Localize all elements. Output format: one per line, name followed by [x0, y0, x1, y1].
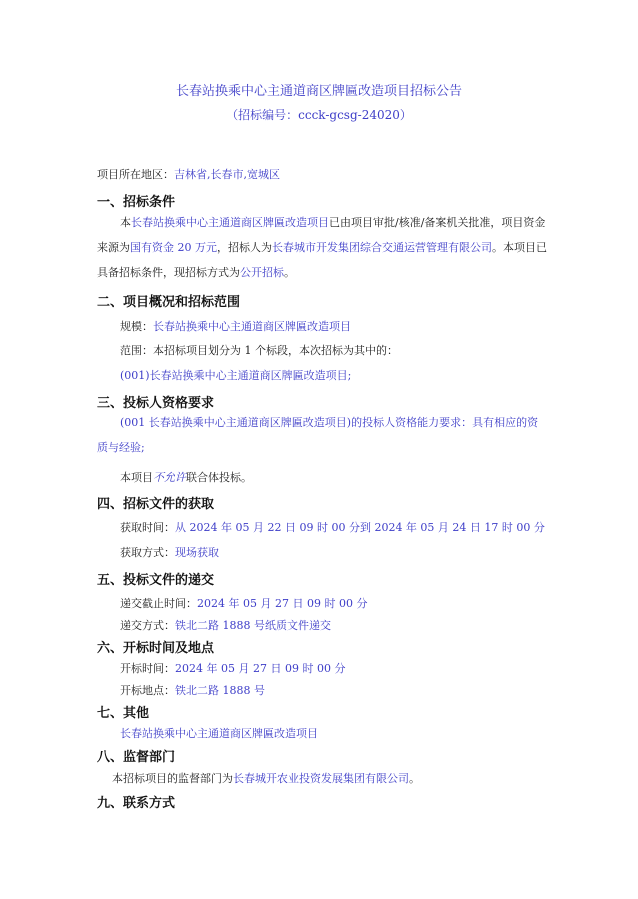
section-heading-7: 七、其他 [97, 706, 150, 721]
obtain-way-label: 获取方式： [120, 546, 175, 559]
scale-value: 长春站换乘中心主通道商区牌匾改造项目 [153, 320, 351, 333]
s1-method: 公开招标 [240, 266, 284, 279]
lot-line: (001)长春站换乘中心主通道商区牌匾改造项目; [120, 369, 352, 382]
tender-number: （招标编号：ccck-gcsg-24020） [226, 108, 412, 122]
obtain-time-line [120, 519, 545, 535]
s1-project-name: 长春站换乘中心主通道商区牌匾改造项目 [131, 216, 329, 229]
submit-way-value: 铁北二路 1888 号纸质文件递交 [175, 619, 331, 632]
obtain-way-line [120, 544, 219, 560]
scale-line [120, 318, 351, 334]
joint-bid-line [120, 469, 252, 485]
joint-text-c: 联合体投标。 [186, 471, 252, 484]
obtain-way-value: 现场获取 [175, 546, 219, 559]
qualification-requirement: (001 长春站换乘中心主通道商区牌匾改造项目)的投标人资格能力要求：具有相应的资质与经验; [97, 416, 539, 454]
scale-label: 规模： [120, 320, 153, 333]
section-heading-3: 三、投标人资格要求 [97, 396, 215, 411]
s1-funds: 国有资金 20 万元 [130, 241, 217, 254]
project-location [97, 166, 280, 182]
section-heading-2: 二、项目概况和招标范围 [97, 295, 241, 310]
submit-way-line [120, 617, 331, 633]
joint-not-allowed: 不允许 [153, 471, 186, 484]
s1-text-b: 已由项目审批/核准/备案机关批准，项目资金来源为 [97, 216, 546, 254]
section-heading-8: 八、监督部门 [97, 750, 176, 765]
opening-time-line [120, 660, 345, 676]
opening-time-label: 开标时间： [120, 662, 175, 675]
supervision-text-c: 。 [409, 772, 420, 785]
section-1-paragraph [97, 210, 547, 285]
s1-tenderer: 长春城市开发集团综合交通运营管理有限公司 [272, 241, 492, 254]
section-heading-5: 五、投标文件的递交 [97, 573, 215, 588]
s1-text-a: 本 [120, 216, 131, 229]
supervision-dept: 长春城开农业投资发展集团有限公司 [233, 772, 409, 785]
supervision-text-a: 本招标项目的监督部门为 [112, 772, 233, 785]
joint-text-a: 本项目 [120, 471, 153, 484]
obtain-time-value: 从 2024 年 05 月 22 日 09 时 00 分到 2024 年 05 月 24 日 17 时 00 分 [175, 521, 545, 534]
opening-place-line [120, 682, 265, 698]
section-heading-9: 九、联系方式 [97, 796, 176, 811]
other-text: 长春站换乘中心主通道商区牌匾改造项目 [120, 727, 318, 740]
opening-time-value: 2024 年 05 月 27 日 09 时 00 分 [175, 662, 346, 675]
page-title: 长春站换乘中心主通道商区牌匾改造项目招标公告 [175, 84, 462, 99]
section-heading-6: 六、开标时间及地点 [97, 641, 215, 656]
obtain-time-label: 获取时间： [120, 521, 175, 534]
submit-deadline-value: 2024 年 05 月 27 日 09 时 00 分 [197, 597, 368, 610]
location-label: 项目所在地区： [97, 168, 174, 181]
s1-text-c: ，招标人为 [217, 241, 272, 254]
submit-way-label: 递交方式： [120, 619, 175, 632]
submit-deadline-label: 递交截止时间： [120, 597, 197, 610]
supervision-line [112, 770, 420, 786]
range-line: 范围：本招标项目划分为 1 个标段，本次招标为其中的： [120, 344, 398, 357]
section-heading-1: 一、招标条件 [97, 195, 176, 210]
s1-text-e: 。 [284, 266, 295, 279]
section-heading-4: 四、招标文件的获取 [97, 497, 215, 512]
opening-place-value: 铁北二路 1888 号 [175, 684, 265, 697]
s1-text-d: 。本项目已具备招标条件，现招标方式为 [97, 241, 547, 279]
submit-deadline-line [120, 595, 367, 611]
opening-place-label: 开标地点： [120, 684, 175, 697]
location-value: 吉林省,长春市,宽城区 [174, 168, 280, 181]
